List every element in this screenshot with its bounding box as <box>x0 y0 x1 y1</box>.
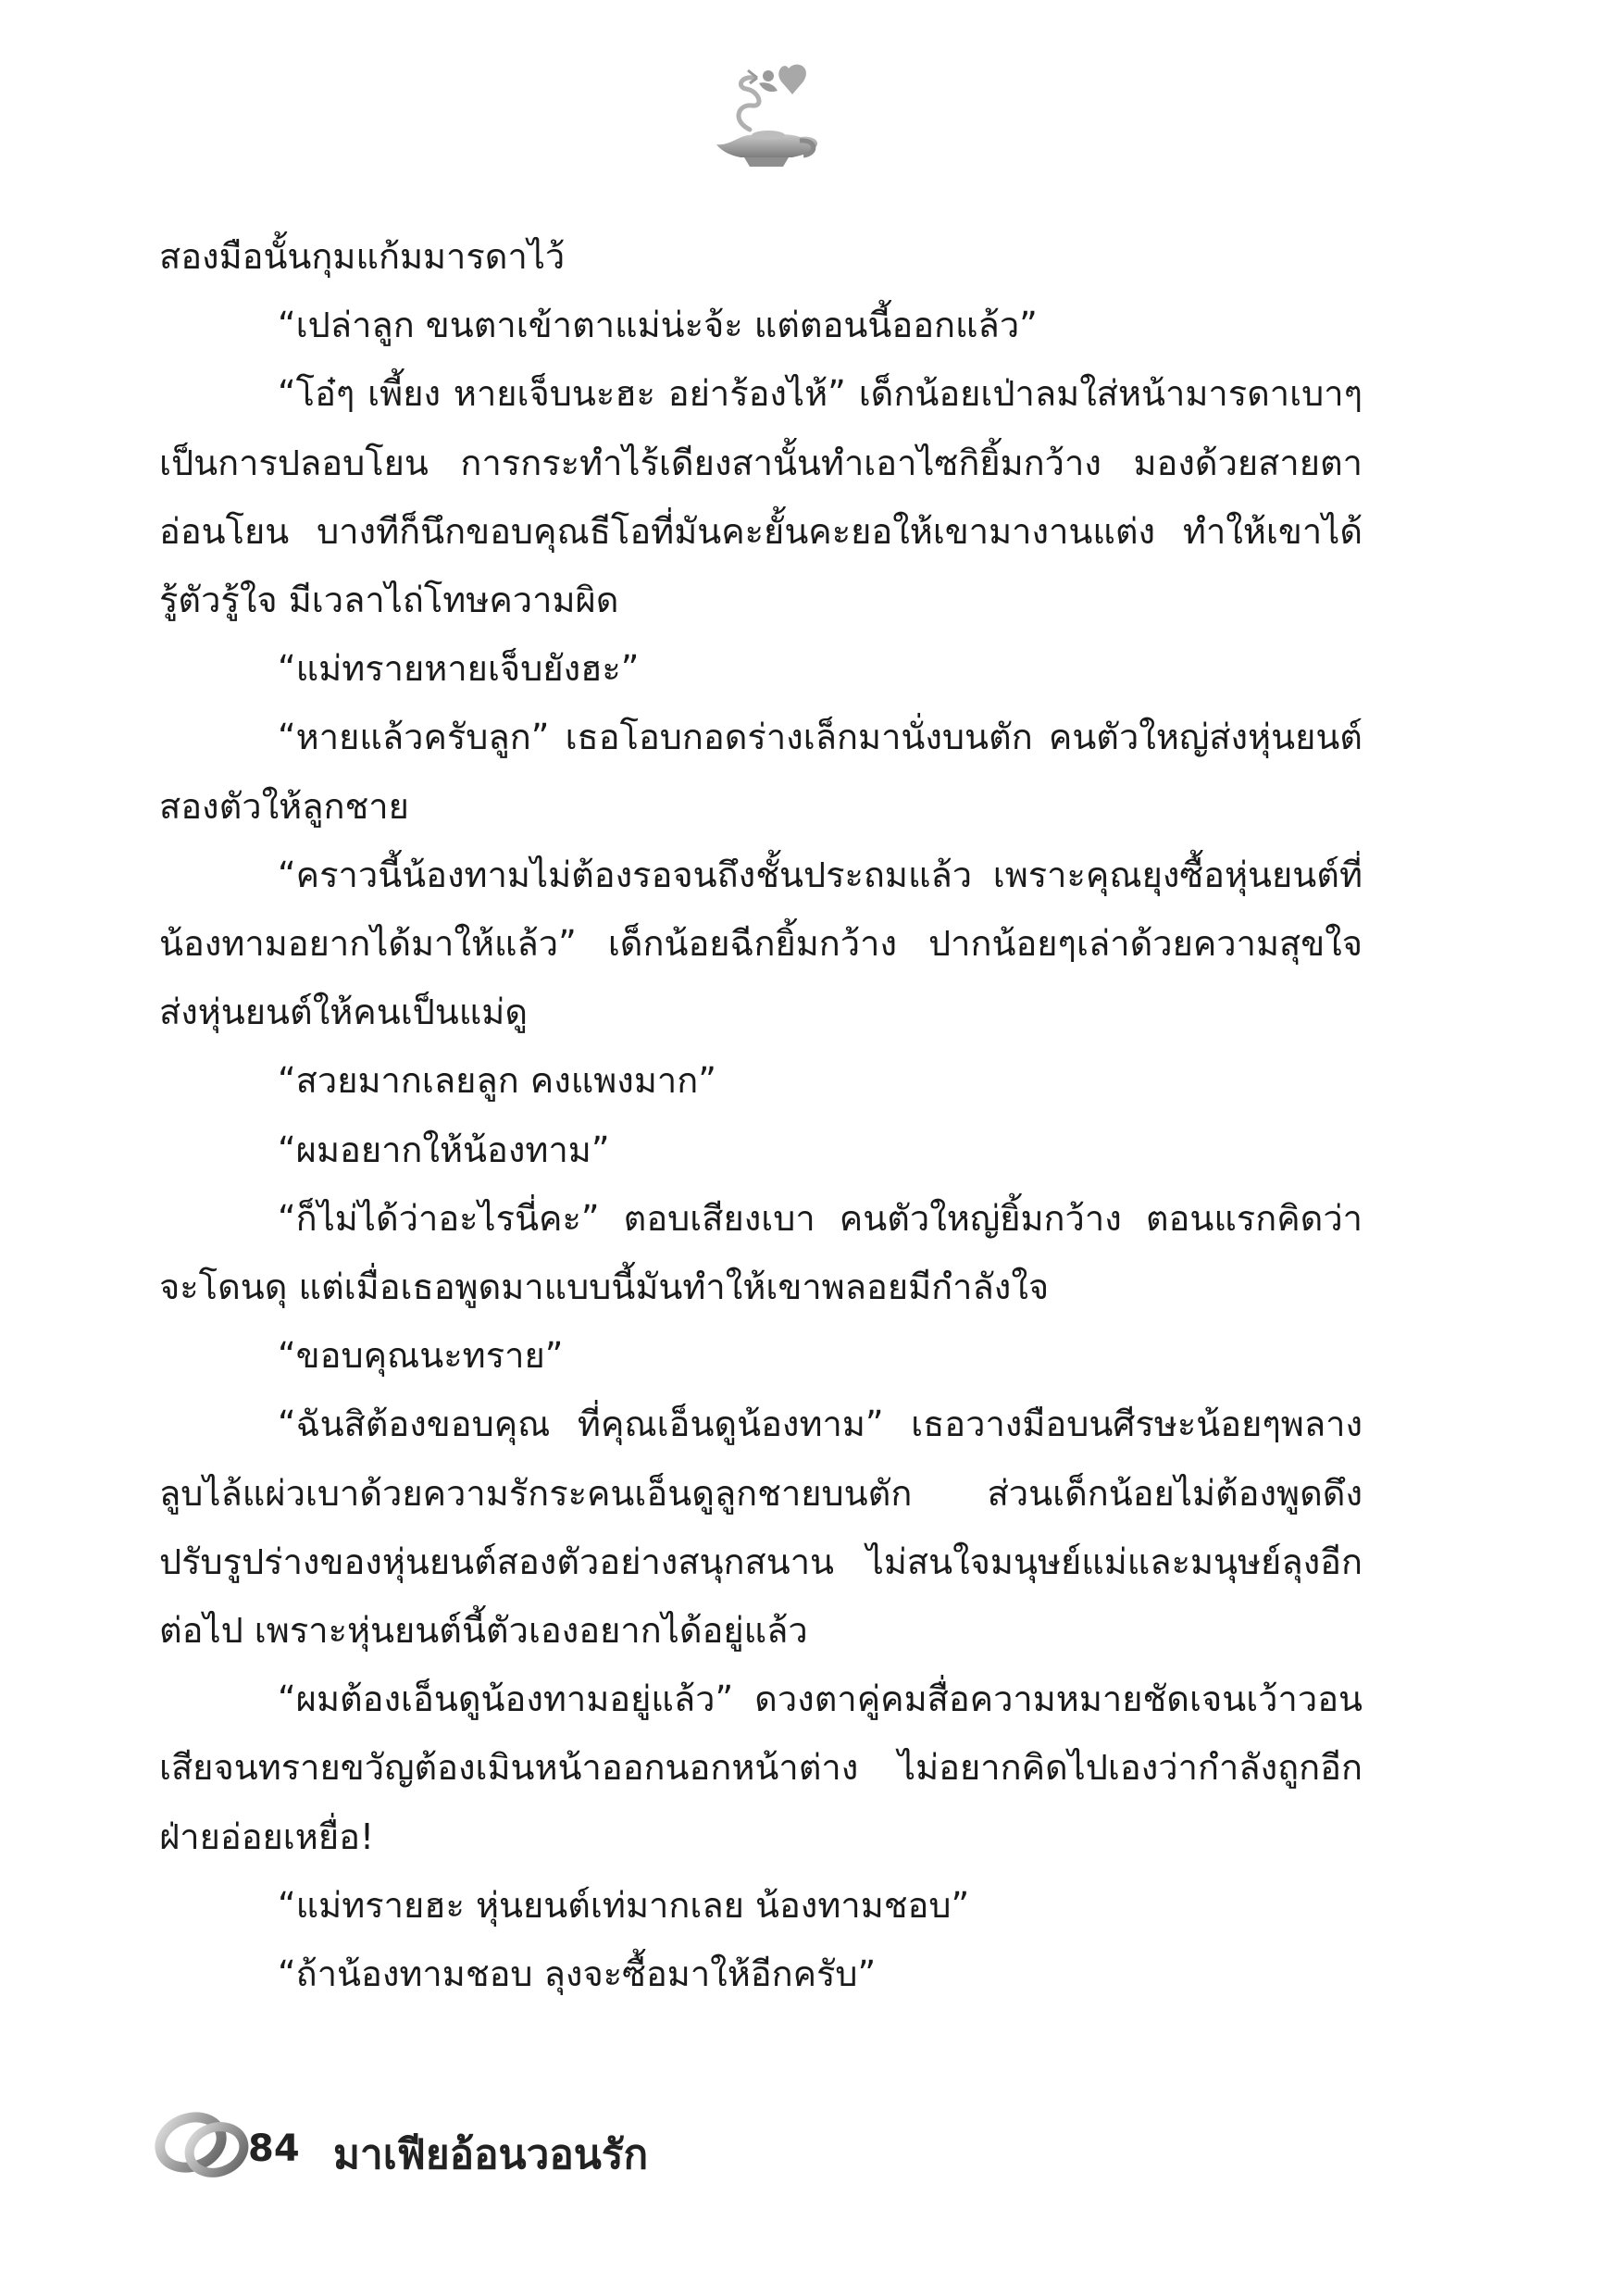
paragraph: “แม่ทรายฮะ หุ่นยนต์เท่มากเลย น้องทามชอบ” <box>278 1884 970 1926</box>
page-number: 84 <box>248 2128 300 2170</box>
paragraph: “ฉันสิต้องขอบคุณ ที่คุณเอ็นดูน้องทาม” เธอวางมือบนศีรษะน้อยๆพลางลูบไล้แผ่วเบาด้วยความรักระคนเอ็นดูลูกชายบนตัก ส่วนเด็กน้อยไม่ต้องพูดดึง ปรับรูปร่างของหุ่นยนต์สองตัวอย่างสนุกสนาน ไม่สนใจมนุษย์แม่และมนุษย์ลุงอีกต่อไป เพราะหุ่นยนต์นี้ตัวเองอยากได้อยู่แล้ว <box>159 1404 1363 1652</box>
paragraph: “ผมอยากให้น้องทาม” <box>278 1129 610 1170</box>
paragraph: “คราวนี้น้องทามไม่ต้องรอจนถึงชั้นประถมแล้ว เพราะคุณยุงซื้อหุ่นยนต์ที่น้องทามอยากได้มาให้แล้ว” เด็กน้อยฉีกยิ้มกว้าง ปากน้อยๆเล่าด้วยความสุขใจ ส่งหุ่นยนต์ให้คนเป็นแม่ดู <box>159 854 1363 1033</box>
paragraph: “ถ้าน้องทามชอบ ลุงจะซื้อมาให้อีกครับ” <box>278 1953 877 1995</box>
paragraph: “ขอบคุณนะทราย” <box>278 1335 564 1377</box>
paragraph: “เปล่าลูก ขนตาเข้าตาแม่น่ะจ้ะ แต่ตอนนี้ออกแล้ว” <box>278 305 1038 346</box>
wedding-rings-icon <box>148 2094 259 2187</box>
body-text <box>159 222 1363 2008</box>
paragraph: “หายแล้วครับลูก” เธอโอบกอดร่างเล็กมานั่งบนตัก คนตัวใหญ่ส่งหุ่นยนต์สองตัวให้ลูกชาย <box>159 717 1363 827</box>
page-footer <box>148 2094 981 2187</box>
paragraph: “โอ๋ๆ เพี้ยง หายเจ็บนะฮะ อย่าร้องไห้” เด็กน้อยเป่าลมใส่หน้ามารดาเบาๆ เป็นการปลอบโยน การกระทำไร้เดียงสานั้นทำเอาไซกิยิ้มกว้าง มองด้วยสายตาอ่อนโยน บางทีก็นึกขอบคุณธีโอที่มันคะยั้นคะยอให้เขามางานแต่ง ทำให้เขาได้รู้ตัวรู้ใจ มีเวลาไถ่โทษความผิด <box>159 373 1363 621</box>
paragraph: “แม่ทรายหายเจ็บยังฮะ” <box>278 648 640 690</box>
paragraph: “สวยมากเลยลูก คงแพงมาก” <box>278 1060 716 1102</box>
paragraph: “ผมต้องเอ็นดูน้องทามอยู่แล้ว” ดวงตาคู่คมสื่อความหมายชัดเจนเว้าวอนเสียจนทรายขวัญต้องเมินหน้าออกนอกหน้าต่าง ไม่อยากคิดไปเองว่ากำลังถูกอีกฝ่ายอ่อยเหยื่อ! <box>159 1678 1363 1857</box>
book-title: มาเฟียอ้อนวอนรัก <box>333 2131 649 2178</box>
genie-lamp-icon <box>703 57 824 178</box>
paragraph: “ก็ไม่ได้ว่าอะไรนี่คะ” ตอบเสียงเบา คนตัวใหญ่ยิ้มกว้าง ตอนแรกคิดว่าจะโดนดุ แต่เมื่อเธอพูดมาแบบนี้มันทำให้เขาพลอยมีกำลังใจ <box>159 1197 1363 1308</box>
paragraph: สองมือนั้นกุมแก้มมารดาไว้ <box>159 236 566 277</box>
